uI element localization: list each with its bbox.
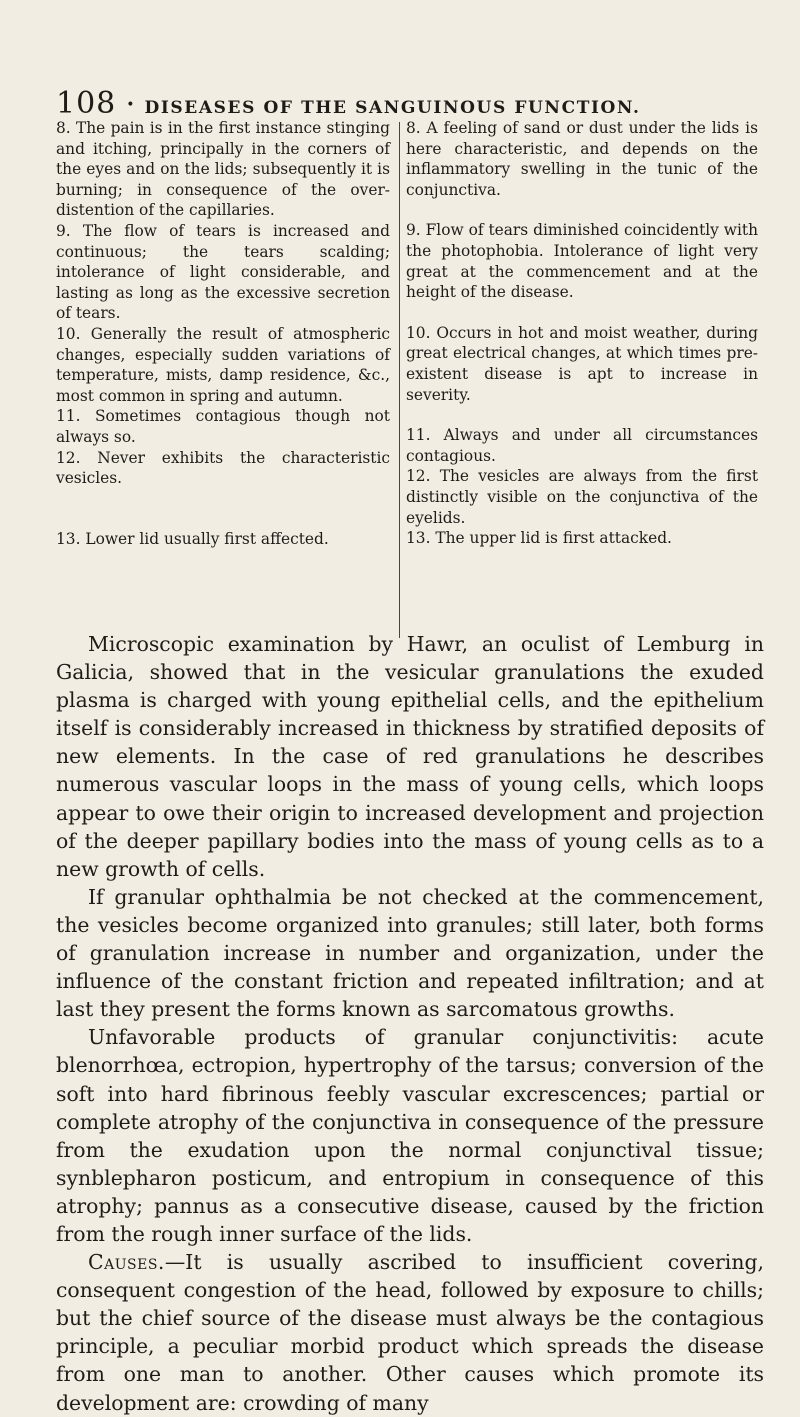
paragraph-microscopic: Microscopic examination by Hawr, an oculist of Lemburg in Galicia, showed that in the vesicular granulations the exuded plasma is charged with young epithelial cells, and the epithelium itself is considerably increased in thickness by stratified deposits of new elements. In the case of red granulations he describes numerous vascular loops in the mass of young cells, which loops appear to owe their origin to increased development and projection of the deeper papillary bodies into the mass of young cells as to a new growth of cells. — [56, 632, 764, 881]
left-item-9: 9. The flow of tears is increased and continuous; the tears scalding; intolerance of light considerable, and lasting as long as the excessive secretion of tears. — [56, 221, 390, 323]
causes-text: —It is usually ascribed to insufficient covering, consequent congestion of the head, followed by exposure to chills; but the chief source of the disease must always be the contagious principle, a peculiar morbid product which spreads the disease from one man to another. Other causes which promote its development are: crowding of many — [56, 1250, 764, 1415]
right-column — [406, 118, 758, 549]
left-item-10: 10. Generally the result of atmospheric changes, especially sudden variations of temperature, mists, damp residence, &c., most common in spring and autumn. — [56, 324, 390, 405]
column-divider — [399, 122, 400, 638]
right-item-9: 9. Flow of tears diminished coincidently with the photophobia. Intolerance of light very great at the commencement and at the height of the disease. — [406, 221, 758, 302]
right-item-12: 12. The vesicles are always from the first distinctly visible on the conjunctiva of the eyelids. — [406, 467, 758, 527]
right-item-8: 8. A feeling of sand or dust under the lids is here characteristic, and depends on the inflammatory swelling in the tunic of the conjunctiva. — [406, 119, 758, 199]
right-item-13: 13. The upper lid is first attacked. — [406, 529, 672, 548]
left-item-13: 13. Lower lid usually first affected. — [56, 529, 329, 548]
page-header — [56, 86, 756, 121]
causes-label: Causes. — [88, 1250, 165, 1275]
right-item-10: 10. Occurs in hot and moist weather, during great electrical changes, at which times pre-existent disease is apt to increase in severity. — [406, 323, 758, 404]
comparison-columns — [56, 118, 762, 628]
left-item-11: 11. Sometimes contagious though not always so. — [56, 407, 390, 446]
page-number: 108 — [56, 86, 117, 121]
running-head: DISEASES OF THE SANGUINOUS FUNCTION. — [144, 98, 641, 118]
left-column — [56, 118, 390, 549]
paragraph-causes — [56, 1248, 764, 1417]
left-item-8: 8. The pain is in the first instance stinging and itching, principally in the corners of the eyes and on the lids; subsequently it is burning; in consequence of the over-distention of the capillaries. — [56, 119, 390, 220]
main-text — [56, 630, 764, 1417]
right-item-11: 11. Always and under all circumstances contagious. — [406, 426, 758, 465]
paragraph-granular: If granular ophthalmia be not checked at the commencement, the vesicles become organized into granules; still later, both forms of granulation increase in number and organization, under the influence of the constant friction and repeated infiltration; and at last they present the forms known as sarcomatous growths. — [56, 884, 764, 1022]
left-item-12: 12. Never exhibits the characteristic vesicles. — [56, 448, 390, 488]
paragraph-unfavorable: Unfavorable products of granular conjunctivitis: acute blenorrhœa, ectropion, hypertrophy of the tarsus; conversion of the soft into hard fibrinous feebly vascular excrescences; partial or complete atrophy of the conjunctiva in consequence of the pressure from the exudation upon the normal conjunctival tissue; synblepharon posticum, and entropium in consequence of this atrophy; pannus as a consecutive disease, caused by the friction from the rough inner surface of the lids. — [56, 1025, 764, 1246]
header-bullet: • — [126, 97, 135, 113]
